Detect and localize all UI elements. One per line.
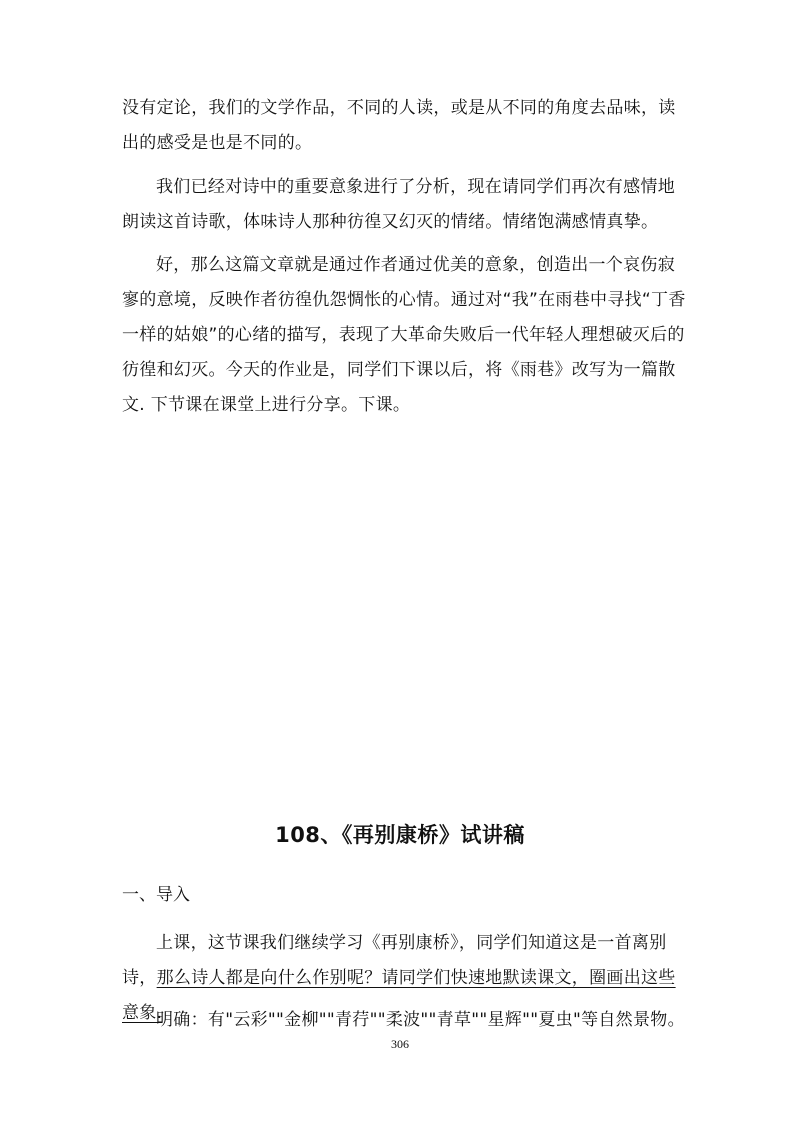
intro-underlined-question: 那么诗人都是向什么作别呢？请同学们快速地默读课文，圈画出这些意象.: [122, 968, 676, 1023]
paragraph-continuation: 没有定论，我们的文学作品，不同的人读，或是从不同的角度去品味，读出的感受是也是不同的。: [122, 98, 676, 153]
lesson-heading: 108、《再别康桥》试讲稿: [275, 823, 525, 847]
paragraph-summary-homework: 好，那么这篇文章就是通过作者通过优美的意象，创造出一个哀伤寂寥的意境，反映作者彷徨仇怨惆怅的心情。通过对“我”在雨巷中寻找“丁香一样的姑娘”的心绪的描写，表现了大革命失败后一代年轻人理想破灭后的彷徨和幻灭。今天的作业是，同学们下课以后，将《雨巷》改写为一篇散文. 下节课在课堂上进行分享。下课。: [122, 255, 686, 415]
paragraph-clarification: 明确：有"云彩""金柳""青荇""柔波""青草""星辉""夏虫"等自然景物。: [156, 1010, 685, 1030]
intro-text: 上课，这节课我们继续学习《再别康桥》，同学们知道这是一首离别诗，: [122, 933, 667, 988]
section-title-intro: 一、导入: [122, 885, 190, 905]
paragraph-reading-instruction: 我们已经对诗中的重要意象进行了分析，现在请同学们再次有感情地朗读这首诗歌，体味诗人那种彷徨又幻灭的情绪。情绪饱满感情真挚。: [122, 177, 675, 232]
page-number: 306: [391, 1037, 409, 1051]
